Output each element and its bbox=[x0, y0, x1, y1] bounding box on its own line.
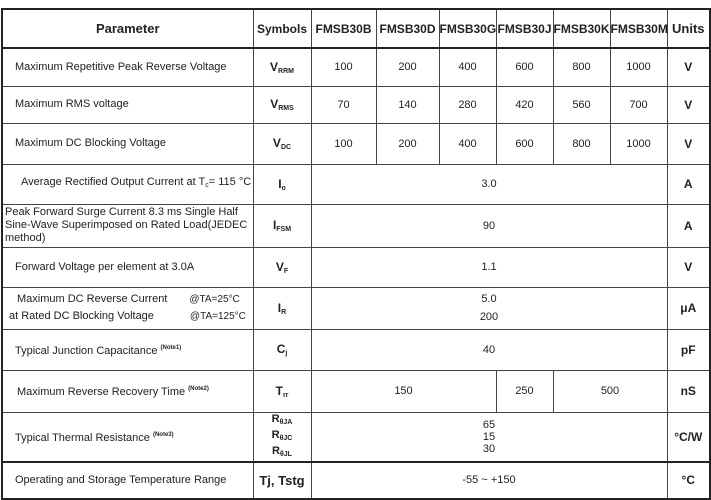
param: Typical Junction Capacitance $^{(Note1)}$ bbox=[2, 329, 253, 370]
unit: nS bbox=[667, 370, 710, 412]
value: 700 bbox=[610, 86, 667, 123]
header-part: FMSB30M bbox=[610, 9, 667, 48]
unit: V bbox=[667, 86, 710, 123]
param: Maximum Repetitive Peak Reverse Voltage bbox=[2, 48, 253, 86]
value: 420 bbox=[496, 86, 553, 123]
symbol: $T_{rr}$ bbox=[253, 370, 311, 412]
value: 1000 bbox=[610, 48, 667, 86]
unit: °C bbox=[667, 462, 710, 499]
unit: °C/W bbox=[667, 412, 710, 462]
unit: V bbox=[667, 48, 710, 86]
value: 1.1 bbox=[311, 247, 667, 287]
symbol: $V_{RRM}$ bbox=[253, 48, 311, 86]
value: 3.0 bbox=[311, 164, 667, 204]
symbol: $R_{\theta JA}$ $R_{\theta JC}$ $R_{\theta JL}$ bbox=[253, 412, 311, 462]
param: Forward Voltage per element at 3.0A bbox=[2, 247, 253, 287]
value: 65 15 30 bbox=[311, 412, 667, 462]
value: 800 bbox=[553, 123, 610, 164]
value: 40 bbox=[311, 329, 667, 370]
param: Operating and Storage Temperature Range bbox=[2, 462, 253, 499]
value: 500 bbox=[553, 370, 667, 412]
value: 800 bbox=[553, 48, 610, 86]
symbol: $I_{FSM}$ bbox=[253, 204, 311, 247]
value: 90 bbox=[311, 204, 667, 247]
header-part: FMSB30G bbox=[439, 9, 496, 48]
header-units: Units bbox=[667, 9, 710, 48]
symbol: $I_R$ bbox=[253, 287, 311, 329]
table-row bbox=[2, 123, 710, 164]
value: 200 bbox=[376, 123, 439, 164]
table-row bbox=[2, 86, 710, 123]
header-symbols: Symbols bbox=[253, 9, 311, 48]
header-row bbox=[2, 9, 710, 48]
value: 250 bbox=[496, 370, 553, 412]
header-part: FMSB30B bbox=[311, 9, 376, 48]
value: 600 bbox=[496, 48, 553, 86]
symbol: $C_j$ bbox=[253, 329, 311, 370]
value: 280 bbox=[439, 86, 496, 123]
param: Average Rectified Output Current at $T_c= 115$ °C bbox=[2, 164, 253, 204]
value: 400 bbox=[439, 123, 496, 164]
symbol: $I_o$ bbox=[253, 164, 311, 204]
table-row bbox=[2, 164, 710, 204]
symbol: Tj, Tstg bbox=[253, 462, 311, 499]
param: Peak Forward Surge Current 8.3 ms Single Half Sine-Wave Superimposed on Rated Load(JEDEC method) bbox=[2, 204, 253, 247]
table-row bbox=[2, 329, 710, 370]
param: Maximum Reverse Recovery Time $^{(Note2)}$ bbox=[2, 370, 253, 412]
value: 150 bbox=[311, 370, 496, 412]
value: -55 ~ +150 bbox=[311, 462, 667, 499]
symbol: $V_{DC}$ bbox=[253, 123, 311, 164]
header-parameter: Parameter bbox=[2, 9, 253, 48]
value: 100 bbox=[311, 123, 376, 164]
unit: V bbox=[667, 123, 710, 164]
value: 400 bbox=[439, 48, 496, 86]
table-row bbox=[2, 412, 710, 462]
table-row bbox=[2, 462, 710, 499]
value: 5.0 200 bbox=[311, 287, 667, 329]
table-row bbox=[2, 204, 710, 247]
table-row bbox=[2, 370, 710, 412]
ratings-table bbox=[1, 8, 711, 500]
value: 200 bbox=[376, 48, 439, 86]
value: 140 bbox=[376, 86, 439, 123]
table-row bbox=[2, 48, 710, 86]
param: Typical Thermal Resistance $^{(Note3)}$ bbox=[2, 412, 253, 462]
unit: V bbox=[667, 247, 710, 287]
symbol: $V_F$ bbox=[253, 247, 311, 287]
param: Maximum DC Reverse Current @TA=25°C at Rated DC Blocking Voltage @TA=125°C bbox=[2, 287, 253, 329]
symbol: $V_{RMS}$ bbox=[253, 86, 311, 123]
unit: μA bbox=[667, 287, 710, 329]
header-part: FMSB30D bbox=[376, 9, 439, 48]
param: Maximum RMS voltage bbox=[2, 86, 253, 123]
table-row bbox=[2, 287, 710, 329]
table-row bbox=[2, 247, 710, 287]
value: 70 bbox=[311, 86, 376, 123]
unit: A bbox=[667, 204, 710, 247]
unit: A bbox=[667, 164, 710, 204]
header-part: FMSB30K bbox=[553, 9, 610, 48]
value: 560 bbox=[553, 86, 610, 123]
param: Maximum DC Blocking Voltage bbox=[2, 123, 253, 164]
header-part: FMSB30J bbox=[496, 9, 553, 48]
value: 600 bbox=[496, 123, 553, 164]
value: 1000 bbox=[610, 123, 667, 164]
unit: pF bbox=[667, 329, 710, 370]
value: 100 bbox=[311, 48, 376, 86]
